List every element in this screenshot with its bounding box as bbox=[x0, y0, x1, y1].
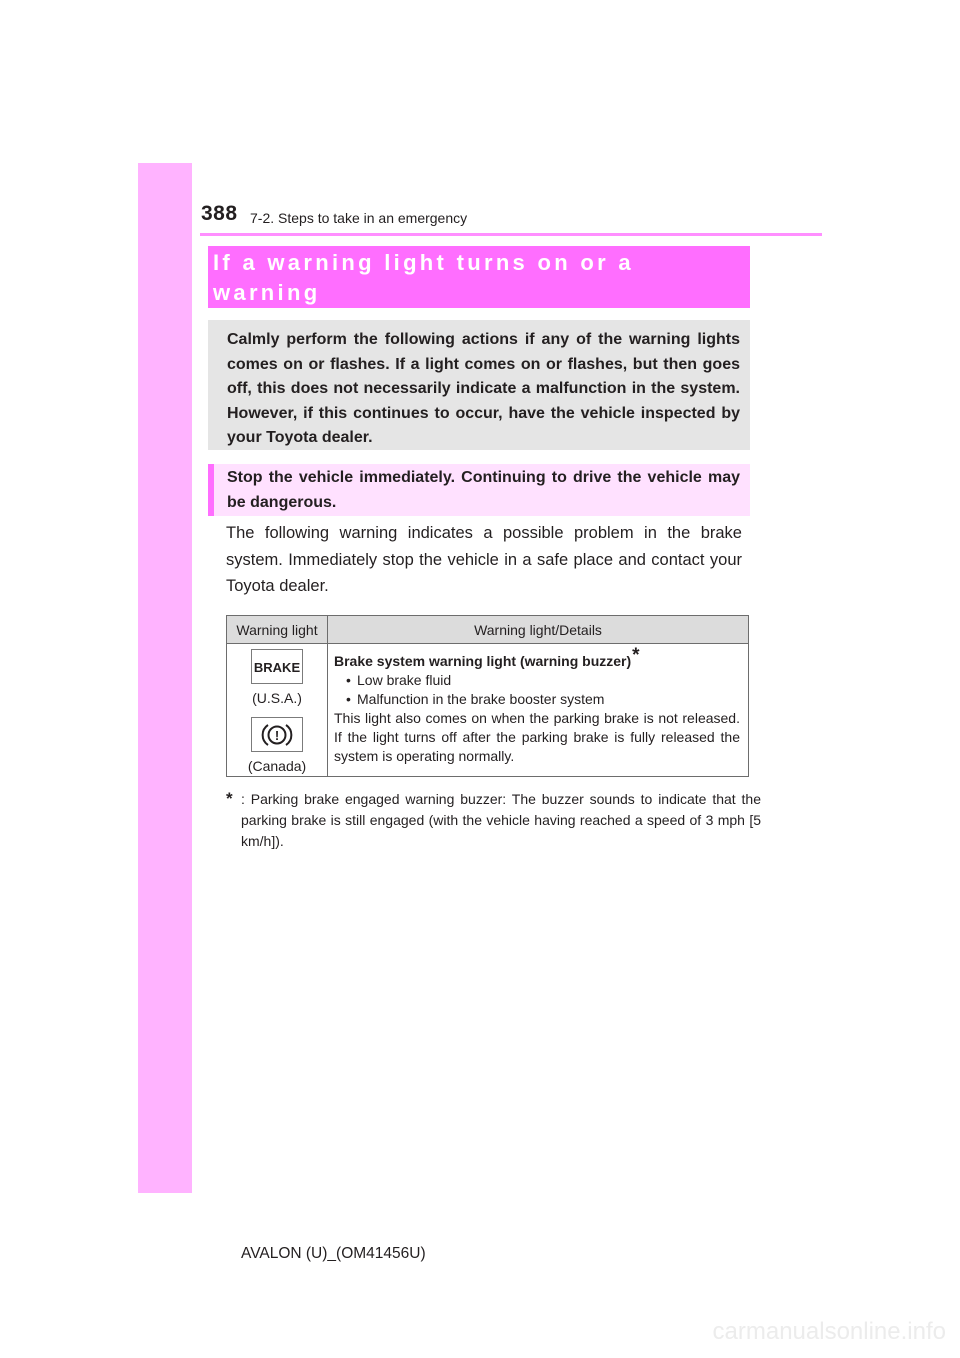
brake-exclamation-icon bbox=[251, 717, 303, 752]
table-header-row bbox=[227, 616, 749, 644]
title-banner bbox=[208, 246, 750, 308]
header-rule bbox=[200, 233, 822, 236]
list-item: • Malfunction in the brake booster system bbox=[346, 690, 740, 709]
stop-notice-text: Stop the vehicle immediately. Continuing to drive the vehicle may be dangerous. bbox=[227, 469, 740, 511]
intro-text: Calmly perform the following actions if any of the warning lights comes on or flashes. If a light comes on or flashes, but then goes off, this does not necessarily indicate a malfunction in the system. However, if this continues to occur, have the vehicle inspected by your Toyota dealer. bbox=[227, 331, 740, 447]
exclamation-circle-icon bbox=[259, 720, 295, 750]
usa-label: (U.S.A.) bbox=[252, 690, 302, 706]
detail-list bbox=[334, 671, 740, 709]
side-tab-band bbox=[138, 163, 192, 1193]
detail-title-text: Brake system warning light (warning buzzer) bbox=[334, 653, 632, 669]
page-number: 388 bbox=[201, 202, 238, 225]
table-header-warning-light: Warning light bbox=[227, 616, 328, 644]
detail-title-mark: * bbox=[632, 645, 640, 667]
detail-title bbox=[334, 645, 740, 671]
brake-icon-text: BRAKE bbox=[253, 659, 301, 675]
section-title: 7-2. Steps to take in an emergency bbox=[250, 210, 468, 226]
document-id: AVALON (U)_(OM41456U) bbox=[241, 1245, 426, 1262]
title-line-1: If a warning light turns on or a warning bbox=[213, 250, 634, 305]
brake-text-icon bbox=[253, 656, 301, 678]
warning-light-table bbox=[226, 615, 749, 777]
footnote-mark: * bbox=[226, 789, 233, 808]
detail-note: This light also comes on when the parking brake is not released. If the light turns off after the parking brake is fully released the system is operating normally. bbox=[334, 710, 740, 764]
table-header-details: Warning light/Details bbox=[328, 616, 749, 644]
canada-label: (Canada) bbox=[247, 758, 307, 774]
footnote bbox=[226, 788, 761, 852]
intro-box bbox=[208, 320, 750, 450]
warning-light-icons-cell bbox=[227, 644, 328, 777]
table-row bbox=[227, 644, 749, 777]
body-text: The following warning indicates a possible problem in the brake system. Immediately stop the vehicle in a safe place and contact your Toyota dealer. bbox=[226, 524, 742, 595]
brake-warning-icon bbox=[251, 649, 303, 684]
list-item: • Low brake fluid bbox=[346, 671, 740, 690]
watermark: carmanualsonline.info bbox=[712, 1318, 946, 1345]
exclamation-mark: ! bbox=[274, 727, 280, 743]
stop-notice-box bbox=[208, 464, 750, 516]
footnote-text: : Parking brake engaged warning buzzer: The buzzer sounds to indicate that the parking brake is still engaged (with the vehicle having reached a speed of 3 mph [5 km/h]). bbox=[241, 791, 761, 849]
warning-light-details-cell bbox=[328, 644, 749, 777]
